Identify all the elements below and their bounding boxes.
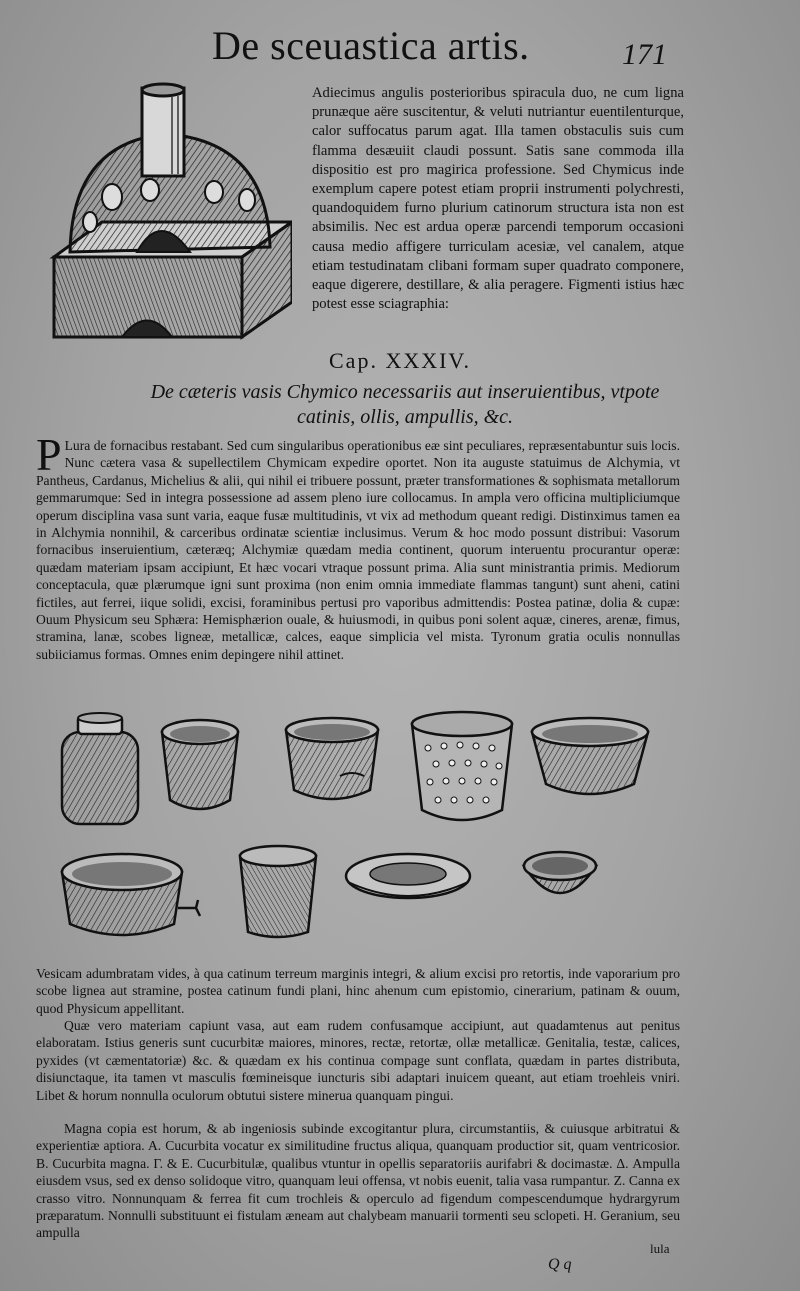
body-paragraph-2: Vesicam adumbratam vides, à qua catinum terreum marginis integri, & alium excisi pro retortis, inde vaporarium pro scobe lignea aut stramine, postea catinum fundi plani, hinc ahenum cum epistomio, cinerarium, patinam & ouum, quod Physicum appellitant. [36, 966, 680, 1016]
vessel-cup [240, 846, 316, 937]
vessel-plate [346, 854, 470, 898]
vessel-kettle-with-tap [62, 854, 200, 935]
chapter-subtitle [60, 380, 750, 430]
chapter-subtitle-line-2: catinis, ollis, ampullis, &c. [296, 406, 514, 428]
body-paragraph-3: Quæ vero materiam capiunt vasa, aut eam rudem confusamque accipiunt, aut quadamtenus aut penitus elaboratam. Istius generis sunt cucurbitæ maiores, minores, rectæ, retortæ, ollæ metallicæ. Genitalia, testæ, calices, pyxides (vt cæmentatoriæ) &c. & quædam ex his continua compage sunt conflata, quædam in partes distributa, disiunctaque, ita tamen vt masculis fœmineisque iuncturis sibi adaptari inuicem queant, aut etiam troehleis vniri. Libet & horum nonnulla oculorum obtutui sistere minerua quanquam pingui. [36, 1018, 680, 1103]
vessel-crucible [162, 720, 238, 809]
running-title: De sceuastica artis. [212, 23, 530, 68]
chapter-heading: Cap. XXXIV. [329, 348, 471, 373]
page-number: 171 [622, 38, 667, 71]
vessel-cut-dish [286, 718, 378, 799]
vessel-jar [62, 713, 138, 824]
top-paragraph [312, 84, 684, 314]
top-paragraph-text: Adiecimus angulis posterioribus spiracula duo, ne cum ligna prunæque aëre suscitentur, & veluti nutriantur euentilenturque, calor suffocatus parum agat. Illa tamen obstaculis suis cum flamma desæuiit claudi possunt. Satis sane commoda illa dispositio est pro magirica professione. Sed Chymicus inde exemplum capere potest etiam proprii instrumenti polychresti, quandoquidem furno plurium catinorum structura ista non est absimilis. Nec est ardua operæ parcendi temporum occasioni causa medio affigere turriculam acesiæ, vel canalem, atque etiam testudinatam clibani formam super quadrato componere, eaque digerere, destillare, & alia peragere. Figmenti istius hæc potest esse sciagraphia: [312, 85, 684, 313]
drop-capital: P [36, 429, 62, 480]
body-paragraph-4: Magna copia est horum, & ab ingeniosis subinde excogitantur plura, circumstantiis, & cuiusque arbitratui & experientiæ aptiora. A. Cucurbita vocatur ex similitudine fructus aliqua, quanquam productior sit, quam ventricosior. B. Cucurbita magna. Γ. & Ε. Cucurbitulæ, qualibus vtuntur in opellis separatoriis aurifabri & docimastæ. Δ. Ampulla eiusdem vsus, sed ex denso solidoque vitro, quanquam leui offensa, vt nobis euenit, talia vasa rumpantur. Z. Canna ex crasso vitro. Nonnunquam & ferrea fit cum trochleis & operculo ad figendum compescendumque hydrargyrum præparatum. Nonnulli substituunt ei fistulam æneam aut chalybeam manuarii tormenti seu sclopeti. H. Geranium, seu ampulla [36, 1121, 680, 1241]
vessel-hemisphere [524, 852, 596, 893]
vessel-perforated-pot [412, 712, 512, 820]
body-paragraph-1-text: Lura de fornacibus restabant. Sed cum singularibus operationibus eæ sint peculiares, repræsentabuntur suis locis. Nunc cætera vasa & supellectilem Chymicam expedire oportet. Non ita auguste statuimus de Alchymia, vt Pantheus, Cardanus, Michelius & alii, qui nihil ei tribuere possunt, præter transformationes & sophismata metallorum gemmarumque: Sed in integra possessione ad assem pleno iure collocamus. In ampla vero officina multipliciumque operum disciplina vasa sunt varia, eaque fusæ multitudinis, vt vix ad methodum queant redigi. Distinximus tamen ea in Alchymia nonnihil, & carceribus ordinatæ scientiæ inclusimus. Verum & hoc modo possunt distribui: Vasorum fornacibus inseruientium, cæteræq; Alchymiæ quædam media continent, quorum interuentu procurantur operæ: quædam materiam ipsam accipiunt, Et hæc vocari vtraque possunt prima. Alia sunt ministrantia primis. Mediorum conceptacula, quæ plærumque igni sunt proxima (non enim omnia immediate flammas tangunt) sunt aheni, catini fictiles, aut ferrei, iique solidi, excisi, foraminibus pertusi pro vaporibus admittendis: Postea patinæ, dolia & cupæ: Ouum Physicum seu Sphæra: Hemisphærion ouale, & huiusmodi, in quibus poni solent aquæ, cineres, arenæ, fimus, stramina, lanæ, scobes ligneæ, metallicæ, calces, eaque simplicia vel mista. Tyronum gratia oculis nonnullas subiiciamus formas. Omnes enim depingere nihil attinet. [36, 438, 680, 662]
vessels-woodcut [50, 710, 660, 960]
body-paragraph-1 [36, 429, 680, 663]
catchword: lula [650, 1241, 670, 1256]
vessel-wide-bowl [532, 718, 648, 794]
chapter-subtitle-line-1: De cæteris vasis Chymico necessariis aut inseruientibus, vtpote [150, 381, 660, 403]
signature-mark: Q q [548, 1256, 572, 1273]
furnace-woodcut [42, 82, 292, 340]
